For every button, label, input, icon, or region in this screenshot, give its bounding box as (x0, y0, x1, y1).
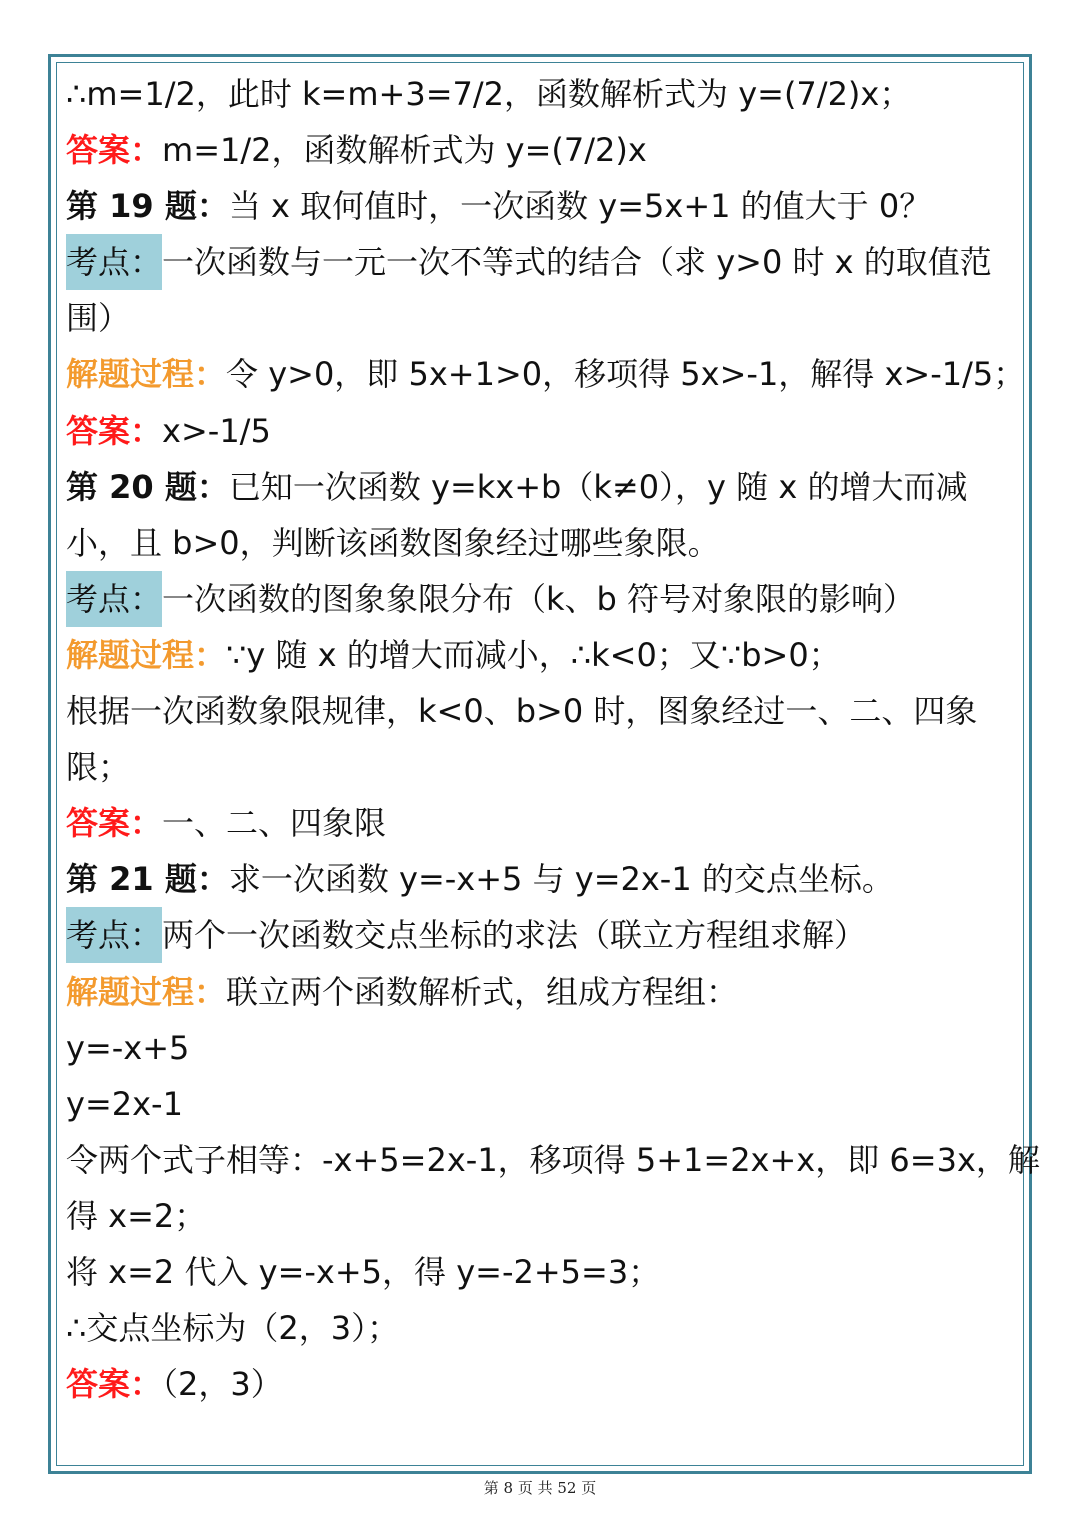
text-line: ∴交点坐标为（2，3）； (66, 1309, 400, 1348)
question-label: 第 19 题： (66, 187, 229, 226)
process-line: 解题过程：令 y>0，即 5x+1>0，移项得 5x>-1，解得 x>-1/5； (66, 355, 1026, 394)
text-line: ∴m=1/2，此时 k=m+3=7/2，函数解析式为 y=(7/2)x； (66, 75, 912, 113)
process-line: 解题过程：∵y 随 x 的增大而减小，∴k<0；又∵b>0； (66, 635, 841, 674)
text-line: 小，且 b>0，判断该函数图象经过哪些象限。 (66, 523, 720, 562)
answer-label: 答案： (66, 1365, 163, 1404)
process-label: 解题过程： (66, 635, 227, 674)
question-19-line: 第 19 题：当 x 取何值时，一次函数 y=5x+1 的值大于 0？ (66, 187, 932, 226)
question-label: 第 21 题： (66, 860, 229, 899)
keypoint-label: 考点： (66, 907, 162, 963)
text-line: 将 x=2 代入 y=-x+5，得 y=-2+5=3； (66, 1252, 661, 1291)
process-label: 解题过程： (66, 355, 227, 394)
question-label: 第 20 题： (66, 467, 229, 506)
equation-line: y=2x-1 (66, 1084, 183, 1123)
answer-line: 答案：一、二、四象限 (66, 804, 387, 843)
keypoint-label: 考点： (66, 571, 162, 627)
answer-line: 答案：m=1/2，函数解析式为 y=(7/2)x (66, 131, 647, 170)
question-20-line: 第 20 题：已知一次函数 y=kx+b（k≠0），y 随 x 的增大而减 (66, 467, 968, 506)
answer-label: 答案： (66, 411, 163, 450)
process-line: 解题过程：联立两个函数解析式，组成方程组： (66, 972, 739, 1011)
keypoint-label: 考点： (66, 234, 162, 290)
answer-line: 答案：x>-1/5 (66, 411, 271, 450)
text-line: 围） (66, 299, 131, 338)
text-line: 得 x=2； (66, 1196, 207, 1235)
text-line: 限； (66, 748, 131, 787)
keypoint-line: 考点：一次函数的图象象限分布（k、b 符号对象限的影响） (66, 571, 1026, 627)
keypoint-line: 考点：一次函数与一元一次不等式的结合（求 y>0 时 x 的取值范 (66, 234, 1026, 290)
process-label: 解题过程： (66, 972, 227, 1011)
text-line: 根据一次函数象限规律，k<0、b>0 时，图象经过一、二、四象 (66, 692, 978, 731)
text-line: 令两个式子相等：-x+5=2x-1，移项得 5+1=2x+x，即 6=3x，解 (66, 1140, 1040, 1179)
answer-line: 答案：（2，3） (66, 1365, 283, 1404)
page-number: 第 8 页 共 52 页 (483, 1479, 597, 1497)
answer-label: 答案： (66, 131, 163, 170)
equation-line: y=-x+5 (66, 1028, 190, 1067)
document-body (66, 66, 1040, 1412)
keypoint-line: 考点：两个一次函数交点坐标的求法（联立方程组求解） (66, 907, 1026, 963)
question-21-line: 第 21 题：求一次函数 y=-x+5 与 y=2x-1 的交点坐标。 (66, 860, 894, 899)
answer-label: 答案： (66, 804, 163, 843)
